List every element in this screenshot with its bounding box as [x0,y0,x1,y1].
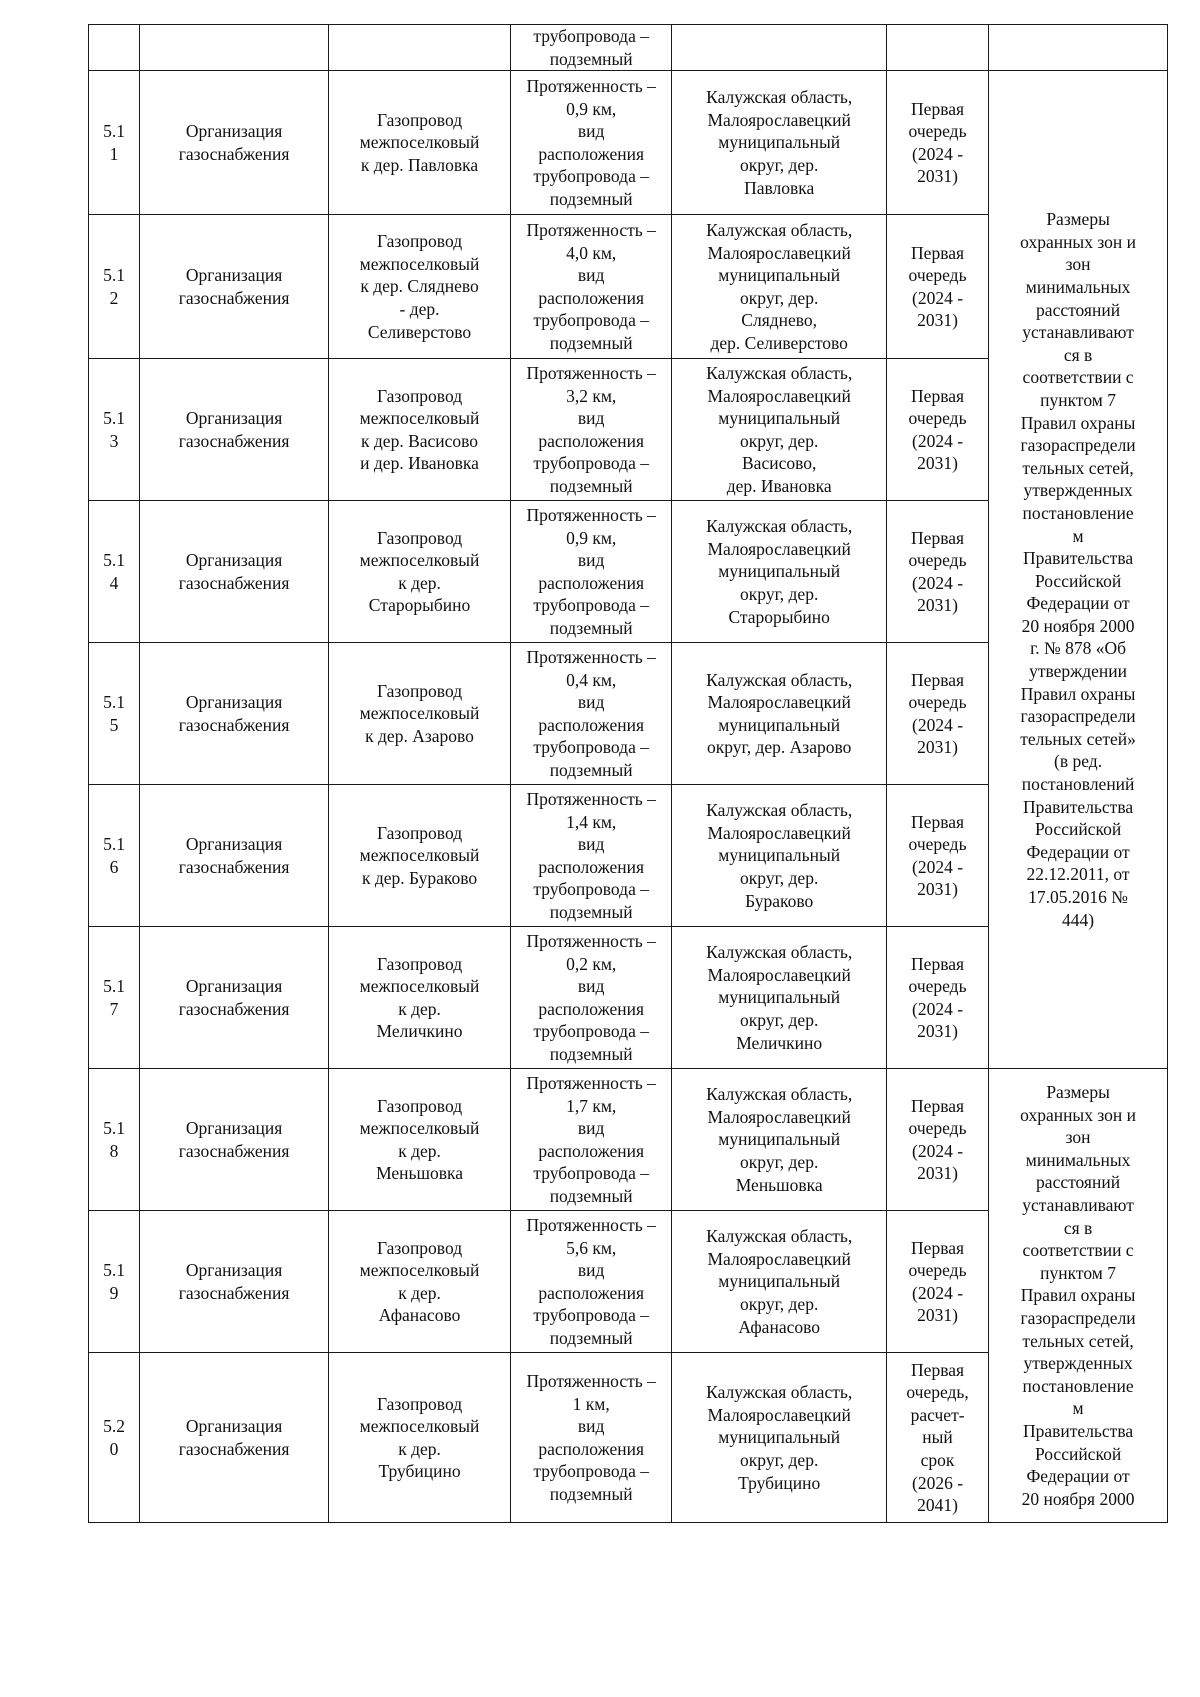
term-cell: Первая очередь, расчет- ный срок (2026 - 2041) [886,1353,988,1523]
char-cell: Протяженность – 1 км, вид расположения трубопровода – подземный [510,1353,671,1523]
char-cell: трубопровода – подземный [510,25,671,71]
num-cell: 5.1 1 [89,71,140,215]
table-row [89,71,1168,215]
num-cell: 5.1 9 [89,1211,140,1353]
type-cell: Организация газоснабжения [140,359,329,501]
zone-cell: Размеры охранных зон и зон минимальных расстояний устанавливают ся в соответствии с пунктом 7 Правил охраны газораспредели тельных сетей, утвержденных постановление м Правительства Российской Федерации от 20 ноября 2000 [989,1069,1168,1523]
type-cell: Организация газоснабжения [140,501,329,643]
char-cell: Протяженность – 0,2 км, вид расположения трубопровода – подземный [510,927,671,1069]
term-cell: Первая очередь (2024 - 2031) [886,215,988,359]
term-cell: Первая очередь (2024 - 2031) [886,927,988,1069]
char-cell: Протяженность – 3,2 км, вид расположения трубопровода – подземный [510,359,671,501]
location-cell: Калужская область, Малоярославецкий муниципальный округ, дер. Афанасово [672,1211,887,1353]
term-cell: Первая очередь (2024 - 2031) [886,359,988,501]
location-cell [672,25,887,71]
object-cell [329,25,511,71]
zone-cell [989,25,1168,71]
object-cell: Газопровод межпоселковый к дер. Васисово и дер. Ивановка [329,359,511,501]
object-cell: Газопровод межпоселковый к дер. Сляднево - дер. Селиверстово [329,215,511,359]
type-cell: Организация газоснабжения [140,71,329,215]
location-cell: Калужская область, Малоярославецкий муниципальный округ, дер. Азарово [672,643,887,785]
object-cell: Газопровод межпоселковый к дер. Афанасово [329,1211,511,1353]
term-cell: Первая очередь (2024 - 2031) [886,71,988,215]
num-cell: 5.2 0 [89,1353,140,1523]
zone-cell: Размеры охранных зон и зон минимальных расстояний устанавливают ся в соответствии с пунктом 7 Правил охраны газораспредели тельных сетей, утвержденных постановление м Правительства Российской Федерации от 20 ноября 2000 г. № 878 «Об утверждении Правил охраны газораспредели тельных сетей» (в ред. постановлений Правительства Российской Федерации от 22.12.2011, от 17.05.2016 № 444) [989,71,1168,1069]
type-cell: Организация газоснабжения [140,1069,329,1211]
object-cell: Газопровод межпоселковый к дер. Павловка [329,71,511,215]
term-cell: Первая очередь (2024 - 2031) [886,1069,988,1211]
object-cell: Газопровод межпоселковый к дер. Трубицино [329,1353,511,1523]
type-cell: Организация газоснабжения [140,1211,329,1353]
type-cell: Организация газоснабжения [140,1353,329,1523]
object-cell: Газопровод межпоселковый к дер. Азарово [329,643,511,785]
num-cell: 5.1 2 [89,215,140,359]
location-cell: Калужская область, Малоярославецкий муниципальный округ, дер. Меличкино [672,927,887,1069]
table-row [89,1069,1168,1211]
char-cell: Протяженность – 1,4 км, вид расположения трубопровода – подземный [510,785,671,927]
location-cell: Калужская область, Малоярославецкий муниципальный округ, дер. Павловка [672,71,887,215]
char-cell: Протяженность – 0,4 км, вид расположения трубопровода – подземный [510,643,671,785]
location-cell: Калужская область, Малоярославецкий муниципальный округ, дер. Сляднево, дер. Селиверстово [672,215,887,359]
object-cell: Газопровод межпоселковый к дер. Старорыбино [329,501,511,643]
type-cell: Организация газоснабжения [140,215,329,359]
char-cell: Протяженность – 1,7 км, вид расположения трубопровода – подземный [510,1069,671,1211]
num-cell [89,25,140,71]
type-cell: Организация газоснабжения [140,643,329,785]
table-row-continued [89,25,1168,71]
num-cell: 5.1 3 [89,359,140,501]
num-cell: 5.1 5 [89,643,140,785]
type-cell [140,25,329,71]
type-cell: Организация газоснабжения [140,927,329,1069]
location-cell: Калужская область, Малоярославецкий муниципальный округ, дер. Трубицино [672,1353,887,1523]
char-cell: Протяженность – 0,9 км, вид расположения трубопровода – подземный [510,501,671,643]
location-cell: Калужская область, Малоярославецкий муниципальный округ, дер. Васисово, дер. Ивановка [672,359,887,501]
term-cell: Первая очередь (2024 - 2031) [886,501,988,643]
num-cell: 5.1 4 [89,501,140,643]
object-cell: Газопровод межпоселковый к дер. Бураково [329,785,511,927]
location-cell: Калужская область, Малоярославецкий муниципальный округ, дер. Меньшовка [672,1069,887,1211]
term-cell [886,25,988,71]
char-cell: Протяженность – 5,6 км, вид расположения трубопровода – подземный [510,1211,671,1353]
type-cell: Организация газоснабжения [140,785,329,927]
num-cell: 5.1 7 [89,927,140,1069]
char-cell: Протяженность – 0,9 км, вид расположения трубопровода – подземный [510,71,671,215]
location-cell: Калужская область, Малоярославецкий муниципальный округ, дер. Старорыбино [672,501,887,643]
char-cell: Протяженность – 4,0 км, вид расположения трубопровода – подземный [510,215,671,359]
num-cell: 5.1 8 [89,1069,140,1211]
num-cell: 5.1 6 [89,785,140,927]
object-cell: Газопровод межпоселковый к дер. Меньшовка [329,1069,511,1211]
location-cell: Калужская область, Малоярославецкий муниципальный округ, дер. Бураково [672,785,887,927]
term-cell: Первая очередь (2024 - 2031) [886,1211,988,1353]
term-cell: Первая очередь (2024 - 2031) [886,785,988,927]
object-cell: Газопровод межпоселковый к дер. Меличкино [329,927,511,1069]
objects-table [88,24,1168,1523]
term-cell: Первая очередь (2024 - 2031) [886,643,988,785]
